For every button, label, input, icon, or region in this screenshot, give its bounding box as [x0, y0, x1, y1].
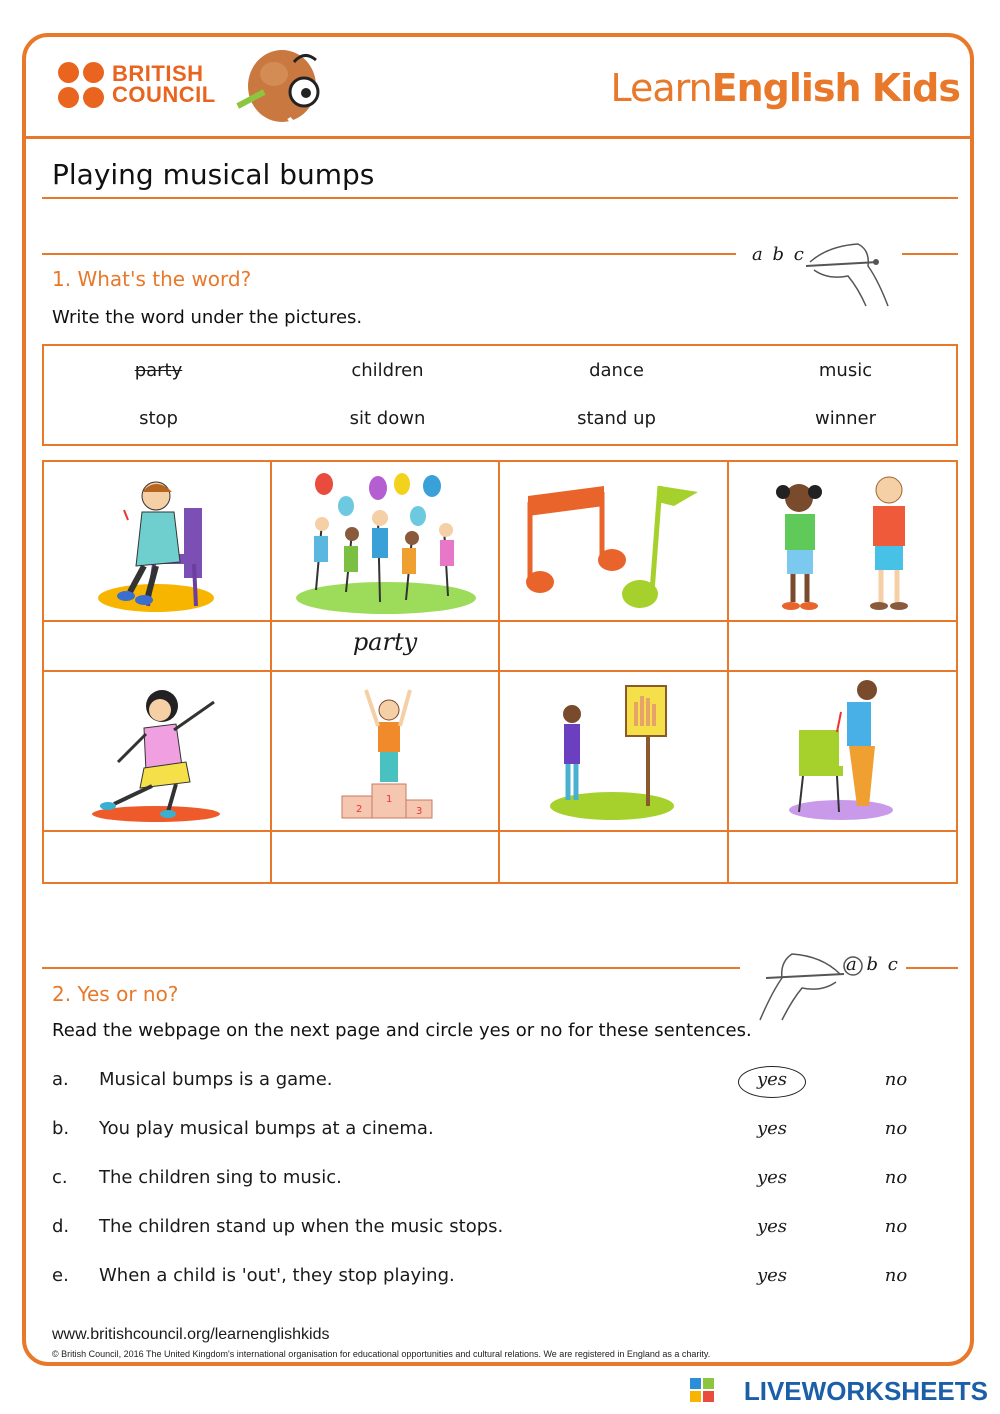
- question-letter: d.: [52, 1216, 70, 1237]
- word-bank-item: music: [818, 360, 873, 381]
- picture-grid: [42, 460, 958, 884]
- question-letter: a.: [52, 1069, 69, 1090]
- svg-text:3: 3: [416, 806, 423, 817]
- liveworksheets-logo-icon: [690, 1378, 714, 1402]
- word-bank-item: stand up: [577, 408, 656, 429]
- writing-hand-icon: a b c: [748, 236, 900, 312]
- svg-text:2: 2: [356, 804, 363, 815]
- yes-option[interactable]: yes: [756, 1118, 788, 1139]
- answer-cell[interactable]: party: [352, 628, 418, 656]
- picture-sitting-girl: [44, 462, 270, 620]
- picture-standing-up-boy: [729, 672, 955, 830]
- british-council-wordmark: BRITISH COUNCIL: [112, 61, 216, 107]
- word-bank-item: sit down: [349, 408, 426, 429]
- question-text: You play musical bumps at a cinema.: [99, 1118, 434, 1139]
- picture-party: [272, 462, 498, 620]
- word-bank-item: winner: [814, 408, 876, 429]
- liveworksheets-watermark: LIVEWORKSHEETS: [743, 1376, 988, 1406]
- question-letter: e.: [52, 1265, 69, 1286]
- picture-winner-podium: [272, 672, 498, 830]
- word-bank-item: children: [351, 360, 424, 381]
- question-text: Musical bumps is a game.: [99, 1069, 333, 1090]
- picture-dancing-girl: [44, 672, 270, 830]
- page-title: Playing musical bumps: [52, 158, 375, 191]
- question-row: [52, 1069, 932, 1099]
- no-option[interactable]: no: [884, 1069, 908, 1090]
- no-option[interactable]: no: [884, 1265, 908, 1286]
- question-row: [52, 1167, 932, 1197]
- yes-option[interactable]: yes: [756, 1069, 788, 1090]
- section1-rule-right: [902, 253, 958, 255]
- question-text: When a child is 'out', they stop playing.: [99, 1265, 455, 1286]
- writing-hand-icon: a b c: [752, 948, 904, 1024]
- picture-music-notes: [500, 462, 726, 620]
- word-bank-item: stop: [139, 408, 178, 429]
- yes-option[interactable]: yes: [756, 1265, 788, 1286]
- word-bank-item: dance: [589, 360, 644, 381]
- footer-url[interactable]: www.britishcouncil.org/learnenglishkids: [52, 1326, 330, 1343]
- section2-rule-left: [42, 967, 740, 969]
- footer-copyright: © British Council, 2016 The United Kingdom's international organisation for educational opportunities and cultural relations. We are registered in England as a charity.: [52, 1349, 711, 1359]
- svg-text:1: 1: [386, 794, 393, 805]
- yes-option[interactable]: yes: [756, 1216, 788, 1237]
- section1-instruction: Write the word under the pictures.: [52, 307, 363, 328]
- no-option[interactable]: no: [884, 1118, 908, 1139]
- yes-option[interactable]: yes: [756, 1167, 788, 1188]
- word-bank-item: party: [134, 360, 183, 381]
- question-row: [52, 1216, 932, 1246]
- section2-heading: 2. Yes or no?: [52, 982, 179, 1006]
- title-underline: [42, 197, 958, 199]
- section2-rule-right: [906, 967, 958, 969]
- section1-rule-left: [42, 253, 736, 255]
- question-letter: b.: [52, 1118, 70, 1139]
- question-row: [52, 1265, 932, 1295]
- word-bank: [42, 344, 958, 446]
- section2-instruction: Read the webpage on the next page and circle yes or no for these sentences.: [52, 1020, 752, 1041]
- question-letter: c.: [52, 1167, 68, 1188]
- picture-stop-sign: [500, 672, 726, 830]
- header-divider: [26, 136, 970, 139]
- no-option[interactable]: no: [884, 1167, 908, 1188]
- no-option[interactable]: no: [884, 1216, 908, 1237]
- picture-children-standing: [729, 462, 955, 620]
- question-text: The children stand up when the music stops.: [99, 1216, 504, 1237]
- question-text: The children sing to music.: [99, 1167, 342, 1188]
- british-council-logo-icon: [58, 62, 106, 110]
- section1-heading: 1. What's the word?: [52, 267, 252, 291]
- question-row: [52, 1118, 932, 1148]
- mascot-icon: [234, 46, 334, 132]
- learnenglish-kids-logo: LearnEnglish Kids: [610, 66, 960, 110]
